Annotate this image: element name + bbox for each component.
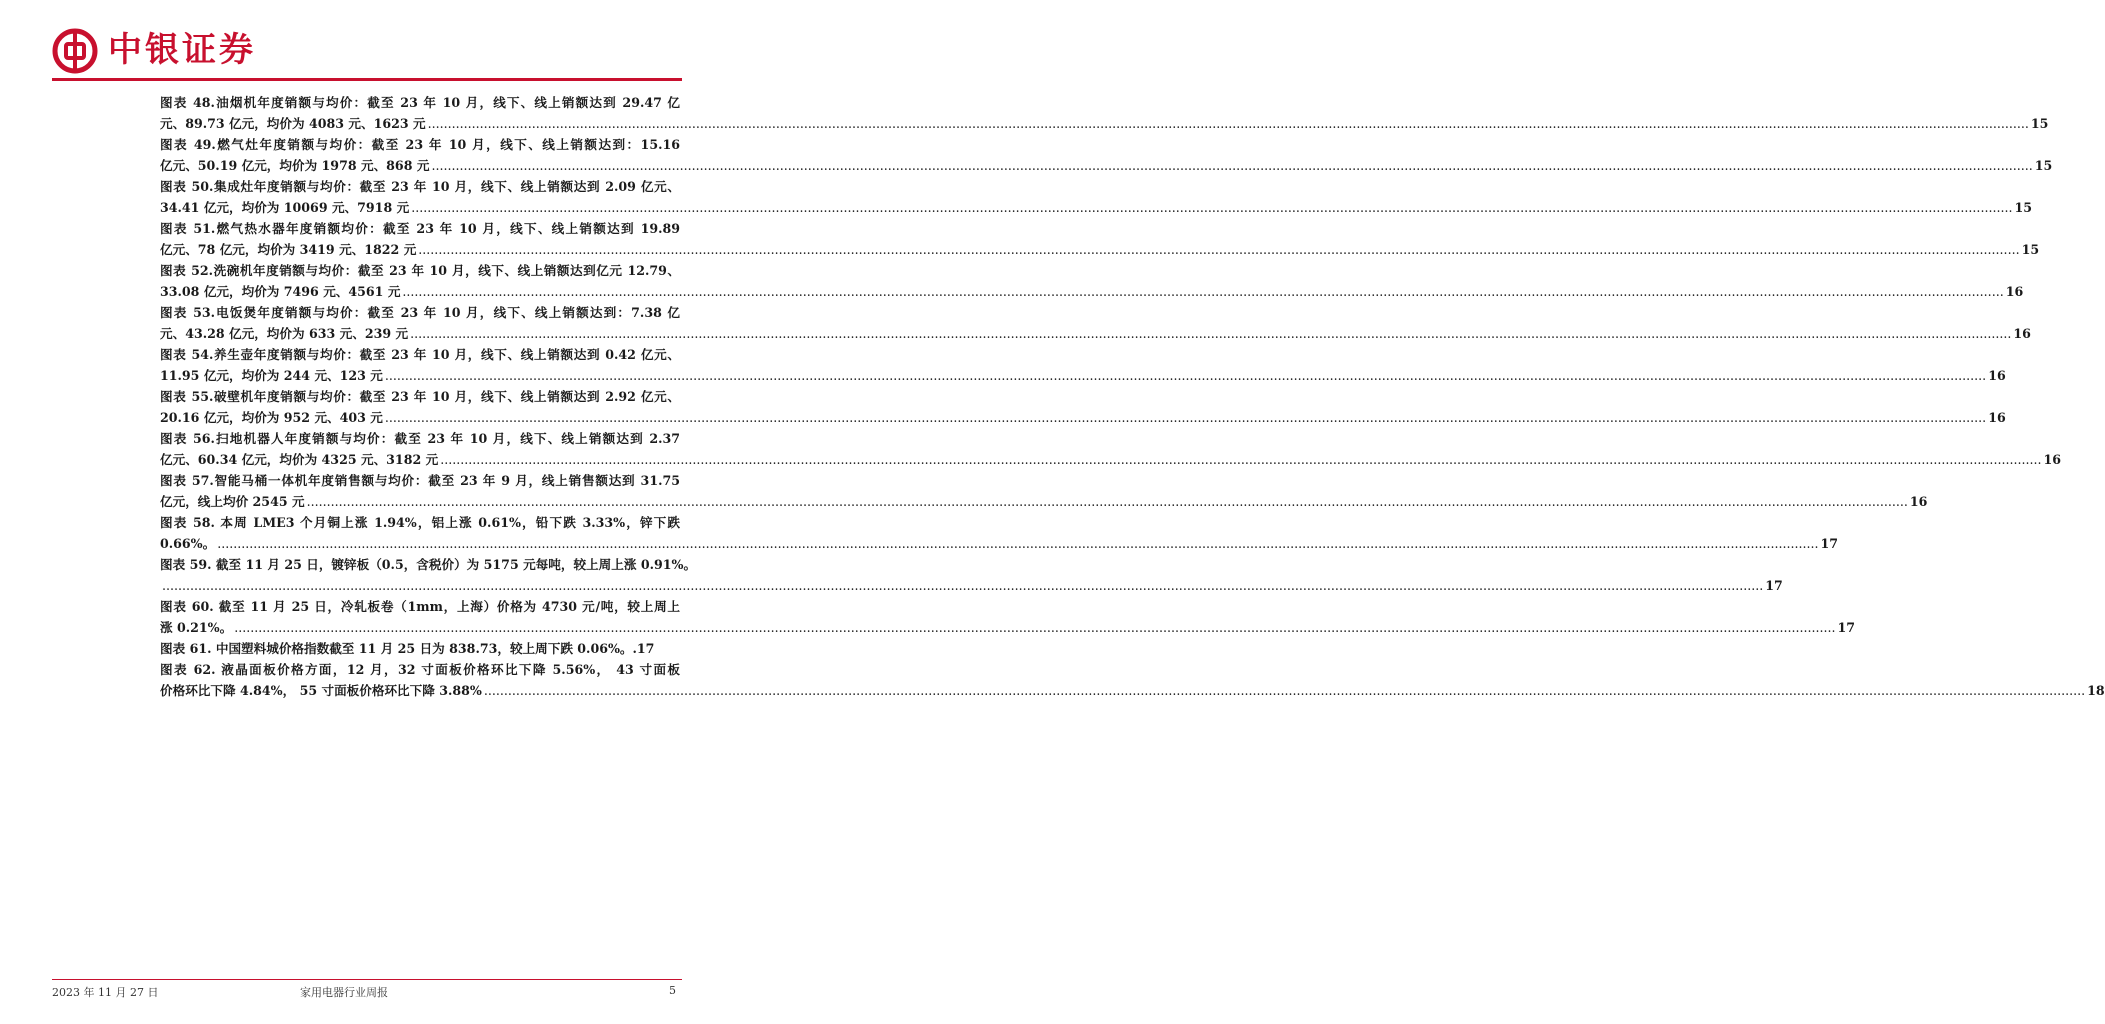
toc-entry[interactable] bbox=[160, 176, 2032, 218]
footer-date: 2023 年 11 月 27 日 bbox=[52, 986, 159, 999]
toc-entry[interactable] bbox=[160, 134, 2053, 176]
toc-entry-title: 图表 50.集成灶年度销额与均价：截至 23 年 10 月，线下、线上销额达到 2.09 亿元、 bbox=[160, 179, 680, 194]
toc-entry[interactable] bbox=[160, 596, 1856, 638]
toc-leader-dots: ................................................................................................................................................................................................................................................................................................................................................................................................................ bbox=[384, 368, 1987, 383]
toc-leader-dots: ................................................................................................................................................................................................................................................................................................................................................................................................................ bbox=[410, 326, 2012, 341]
toc-leader-dots: ................................................................................................................................................................................................................................................................................................................................................................................................................ bbox=[440, 452, 2042, 467]
toc-entry[interactable] bbox=[160, 470, 1928, 512]
toc-entry-title-continued: 0.66%。 bbox=[160, 536, 216, 551]
toc-entry-continuation bbox=[160, 533, 1839, 554]
toc-entry-continuation bbox=[160, 617, 1856, 638]
toc-leader-dots: ................................................................................................................................................................................................................................................................................................................................................................................................................ bbox=[306, 494, 1908, 509]
toc-entry-title: 图表 51.燃气热水器年度销额均价：截至 23 年 10 月，线下、线上销额达到 19.89 bbox=[160, 221, 680, 236]
toc-entry-continuation bbox=[160, 365, 2006, 386]
toc-entry-continuation bbox=[160, 155, 2053, 176]
toc-page-number: 17 bbox=[1837, 620, 1856, 635]
toc-entry-title: 图表 48.油烟机年度销额与均价：截至 23 年 10 月，线下、线上销额达到 29.47 亿 bbox=[160, 95, 680, 110]
toc-leader-dots: ................................................................................................................................................................................................................................................................................................................................................................................................................ bbox=[402, 284, 2004, 299]
toc-entry-title-continued: 价格环比下降 4.84%， 55 寸面板价格环比下降 3.88% bbox=[160, 683, 482, 698]
toc-leader-dots: ................................................................................................................................................................................................................................................................................................................................................................................................................ bbox=[234, 620, 1836, 635]
page-header bbox=[0, 0, 724, 90]
toc-leader-dots: ................................................................................................................................................................................................................................................................................................................................................................................................................ bbox=[418, 242, 2020, 257]
bank-of-china-logo-icon bbox=[52, 28, 98, 74]
toc-entry[interactable] bbox=[160, 659, 2105, 701]
toc-entry-title: 图表 55.破壁机年度销额与均价：截至 23 年 10 月，线下、线上销额达到 2.92 亿元、 bbox=[160, 389, 680, 404]
toc-page-number: 17 bbox=[1765, 578, 1783, 593]
toc-entry-title: 图表 54.养生壶年度销额与均价：截至 23 年 10 月，线下、线上销额达到 0.42 亿元、 bbox=[160, 347, 680, 362]
toc-entry[interactable] bbox=[160, 260, 2024, 302]
toc-entry-title-continued: 元、43.28 亿元，均价为 633 元、239 元 bbox=[160, 326, 409, 341]
toc-page-number: 16 bbox=[1988, 368, 2006, 383]
toc-entry[interactable] bbox=[160, 92, 2049, 134]
toc-leader-dots: ................................................................................................................................................................................................................................................................................................................................................................................................................ bbox=[384, 410, 1987, 425]
toc-page-number: 16 bbox=[2043, 452, 2062, 467]
toc-entry[interactable] bbox=[160, 386, 2006, 428]
toc-entry-title: 图表 62. 液晶面板价格方面，12 月，32 寸面板价格环比下降 5.56%， 43 寸面板 bbox=[160, 662, 680, 677]
toc-leader-dots: ................................................................................................................................................................................................................................................................................................................................................................................................................ bbox=[162, 578, 1764, 593]
toc-entry-continuation bbox=[160, 491, 1928, 512]
toc-page-number: 15 bbox=[2014, 200, 2032, 215]
table-of-figures bbox=[160, 92, 2105, 701]
toc-entry-continuation bbox=[160, 407, 2006, 428]
toc-entry[interactable] bbox=[160, 218, 2040, 260]
toc-entry-title-continued: 涨 0.21%。 bbox=[160, 620, 233, 635]
toc-entry-title: 图表 59. 截至 11 月 25 日，镀锌板（0.5，含税价）为 5175 元每吨，较上周上涨 0.91%。 bbox=[160, 557, 697, 572]
toc-entry[interactable] bbox=[160, 512, 1839, 554]
toc-entry[interactable] bbox=[160, 302, 2031, 344]
toc-page-number: 16 bbox=[1988, 410, 2006, 425]
brand-name: 中银证券 bbox=[108, 30, 256, 70]
toc-entry-title: 图表 56.扫地机器人年度销额与均价：截至 23 年 10 月，线下、线上销额达到 2.37 bbox=[160, 431, 680, 446]
toc-entry-continuation bbox=[160, 197, 2032, 218]
toc-entry-title: 图表 57.智能马桶一体机年度销售额与均价：截至 23 年 9 月，线上销售额达到 31.75 bbox=[160, 473, 680, 488]
toc-entry-continuation bbox=[160, 575, 1783, 596]
toc-page-number: 15 bbox=[2021, 242, 2040, 257]
toc-leader-dots: ................................................................................................................................................................................................................................................................................................................................................................................................................ bbox=[427, 116, 2029, 131]
toc-entry-continuation bbox=[160, 449, 2062, 470]
toc-leader-dots: ................................................................................................................................................................................................................................................................................................................................................................................................................ bbox=[217, 536, 1819, 551]
toc-entry-title: 图表 52.洗碗机年度销额与均价：截至 23 年 10 月，线下、线上销额达到亿元 12.79、 bbox=[160, 263, 680, 278]
toc-leader-dots: ................................................................................................................................................................................................................................................................................................................................................................................................................ bbox=[483, 683, 2086, 698]
toc-entry[interactable] bbox=[160, 554, 1783, 596]
toc-entry-title-continued: 亿元、60.34 亿元，均价为 4325 元、3182 元 bbox=[160, 452, 439, 467]
toc-entry-title: 图表 60. 截至 11 月 25 日，冷轧板卷（1mm，上海）价格为 4730 元/吨，较上周上 bbox=[160, 599, 680, 614]
toc-entry-title: 图表 53.电饭煲年度销额与均价：截至 23 年 10 月，线下、线上销额达到：7.38 亿 bbox=[160, 305, 680, 320]
toc-entry[interactable] bbox=[160, 638, 680, 659]
toc-entry-title: 图表 58. 本周 LME3 个月铜上涨 1.94%，铝上涨 0.61%，铅下跌 3.33%，锌下跌 bbox=[160, 515, 680, 530]
toc-entry-title-continued: 11.95 亿元，均价为 244 元、123 元 bbox=[160, 368, 383, 383]
toc-page-number: 17 bbox=[1820, 536, 1839, 551]
toc-entry-title-continued: 亿元，线上均价 2545 元 bbox=[160, 494, 305, 509]
toc-page-number: 15 bbox=[2030, 116, 2049, 131]
toc-entry-title-continued: 34.41 亿元，均价为 10069 元、7918 元 bbox=[160, 200, 410, 215]
toc-entry-continuation bbox=[160, 239, 2040, 260]
toc-leader-dots: ................................................................................................................................................................................................................................................................................................................................................................................................................ bbox=[431, 158, 2033, 173]
toc-entry-title-continued: 33.08 亿元，均价为 7496 元、4561 元 bbox=[160, 284, 401, 299]
toc-page-number: 16 bbox=[2005, 284, 2024, 299]
toc-entry-title-continued: 亿元、78 亿元，均价为 3419 元、1822 元 bbox=[160, 242, 417, 257]
toc-entry-continuation bbox=[160, 680, 2105, 701]
toc-entry-title: 图表 49.燃气灶年度销额与均价：截至 23 年 10 月，线下、线上销额达到：15.16 bbox=[160, 137, 680, 152]
toc-entry-title-continued: 亿元、50.19 亿元，均价为 1978 元、868 元 bbox=[160, 158, 430, 173]
toc-leader-dots: ................................................................................................................................................................................................................................................................................................................................................................................................................ bbox=[411, 200, 2013, 215]
toc-entry-continuation bbox=[160, 113, 2049, 134]
toc-entry-title-continued: 20.16 亿元，均价为 952 元、403 元 bbox=[160, 410, 383, 425]
toc-page-number: 16 bbox=[1909, 494, 1928, 509]
footer-report-title: 家用电器行业周报 bbox=[300, 986, 388, 999]
toc-entry[interactable] bbox=[160, 344, 2006, 386]
toc-entry-continuation bbox=[160, 281, 2024, 302]
toc-entry-continuation bbox=[160, 323, 2031, 344]
footer-page-number: 5 bbox=[669, 984, 676, 997]
toc-entry[interactable] bbox=[160, 428, 2062, 470]
toc-entry-title-continued: 元、89.73 亿元，均价为 4083 元、1623 元 bbox=[160, 116, 426, 131]
toc-page-number: 18 bbox=[2087, 683, 2105, 698]
header-divider bbox=[52, 78, 682, 81]
toc-page-number: 15 bbox=[2034, 158, 2053, 173]
toc-page-number: 16 bbox=[2013, 326, 2031, 341]
toc-entry-title: 图表 61. 中国塑料城价格指数截至 11 月 25 日为 838.73，较上周下跌 0.06%。.17 bbox=[160, 641, 655, 656]
footer-divider bbox=[52, 979, 682, 980]
